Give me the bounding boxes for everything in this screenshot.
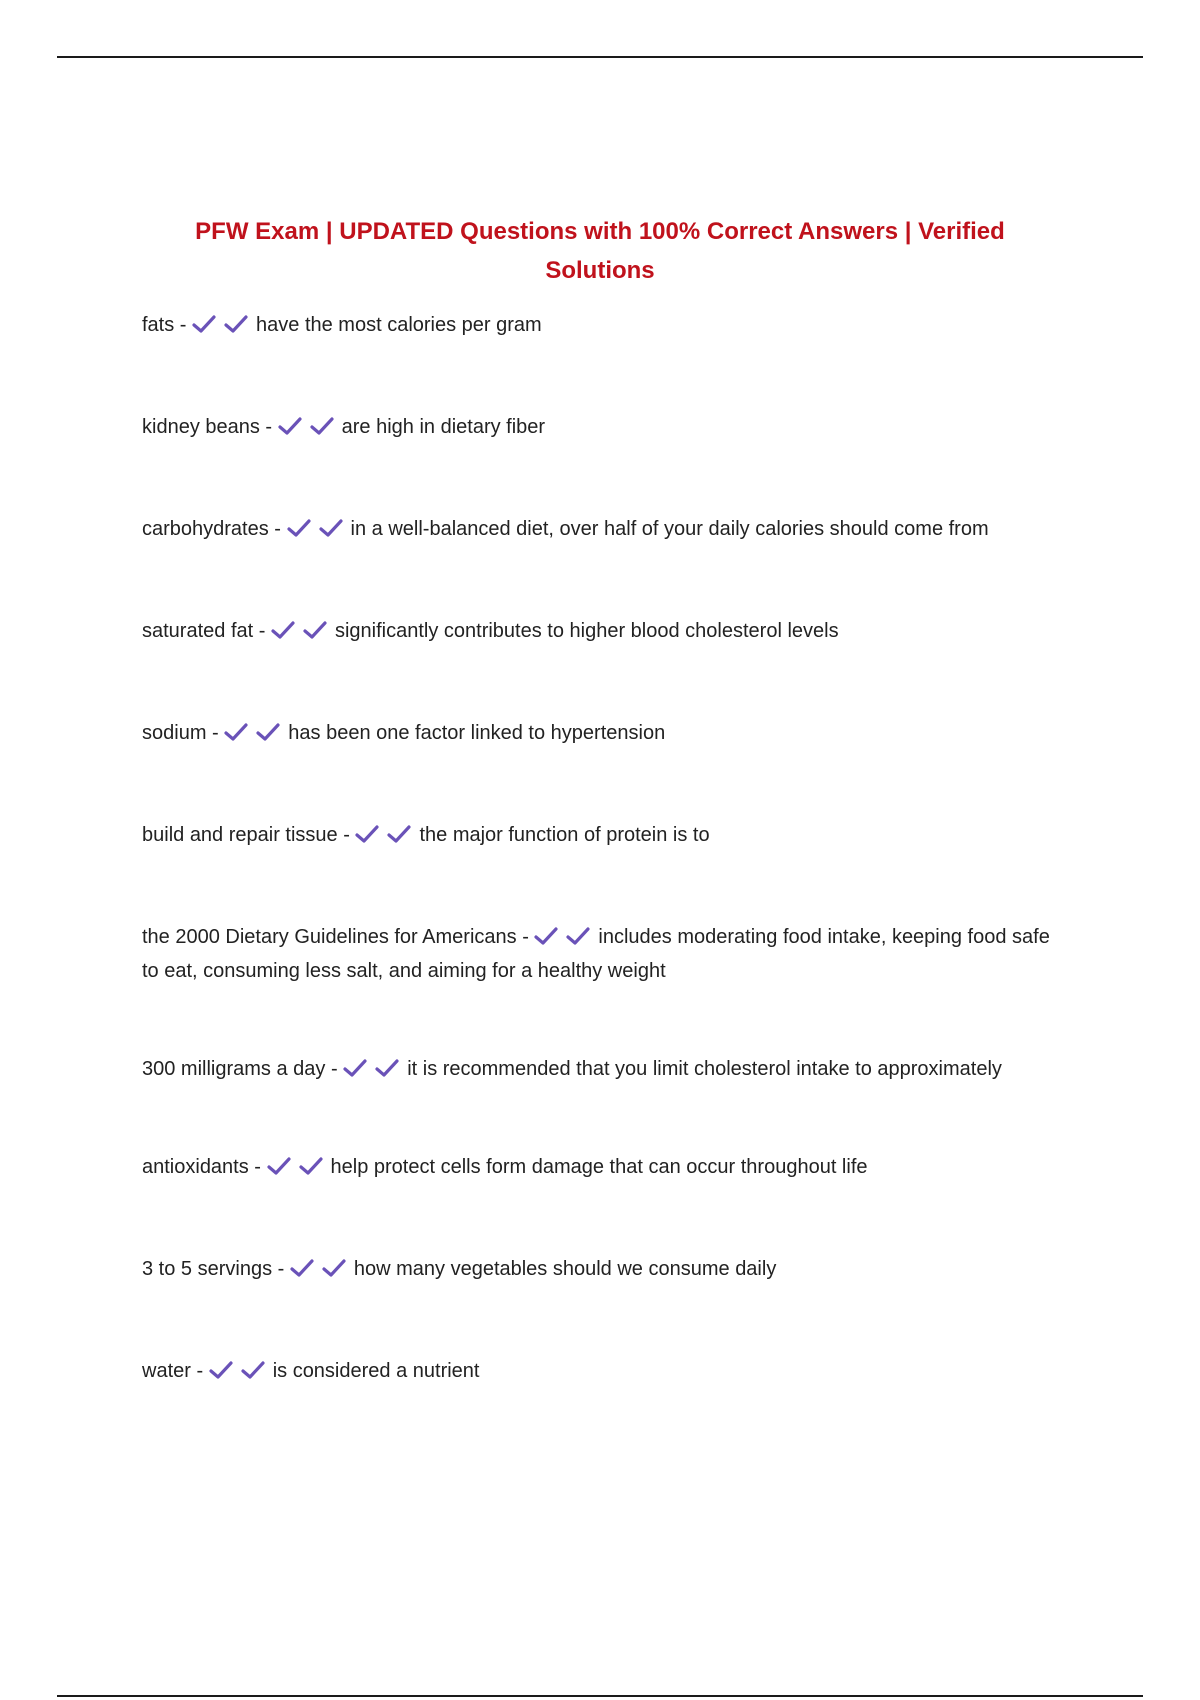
qa-term: water - [142, 1360, 204, 1382]
check-icon [303, 620, 327, 640]
qa-term: carbohydrates - [142, 518, 281, 540]
check-icon [209, 1360, 233, 1380]
check-icon [355, 824, 379, 844]
qa-term: 3 to 5 servings - [142, 1258, 285, 1280]
qa-item [142, 818, 1062, 852]
qa-item [142, 410, 1062, 444]
qa-list [142, 308, 1062, 1456]
check-icon [310, 416, 334, 436]
check-icon [319, 518, 343, 538]
qa-answer: how many vegetables should we consume daily [353, 1258, 777, 1280]
document-title: PFW Exam | UPDATED Questions with 100% Correct Answers | Verified Solutions [195, 218, 1005, 284]
qa-answer: includes moderating food intake, keeping food safe to eat, consuming less salt, and aiming for a healthy weight [142, 926, 1050, 982]
qa-term: fats - [142, 314, 187, 336]
check-icon [343, 1058, 367, 1078]
check-icon [278, 416, 302, 436]
check-icon [256, 722, 280, 742]
check-icon [299, 1156, 323, 1176]
qa-term: kidney beans - [142, 416, 273, 438]
check-icon [566, 926, 590, 946]
qa-answer: it is recommended that you limit cholesterol intake to approximately [407, 1058, 1002, 1080]
qa-term: the 2000 Dietary Guidelines for Americans - [142, 926, 529, 948]
qa-item [142, 512, 1062, 546]
qa-answer: in a well-balanced diet, over half of your daily calories should come from [350, 518, 989, 540]
check-icon [375, 1058, 399, 1078]
check-icon [322, 1258, 346, 1278]
qa-item [142, 716, 1062, 750]
qa-item [142, 614, 1062, 648]
qa-answer: has been one factor linked to hypertension [288, 722, 666, 744]
qa-item [142, 1252, 1062, 1286]
qa-term: saturated fat - [142, 620, 266, 642]
qa-term: sodium - [142, 722, 219, 744]
check-icon [224, 722, 248, 742]
qa-term: build and repair tissue - [142, 824, 350, 846]
qa-term: antioxidants - [142, 1156, 261, 1178]
qa-item [142, 1354, 1062, 1388]
qa-answer: is considered a nutrient [272, 1360, 480, 1382]
qa-term: 300 milligrams a day - [142, 1058, 338, 1080]
check-icon [241, 1360, 265, 1380]
qa-item [142, 1052, 1062, 1086]
top-divider [57, 56, 1143, 58]
qa-item [142, 1150, 1062, 1184]
check-icon [271, 620, 295, 640]
check-icon [534, 926, 558, 946]
qa-answer: significantly contributes to higher blood cholesterol levels [334, 620, 839, 642]
check-icon [287, 518, 311, 538]
check-icon [224, 314, 248, 334]
title-block [140, 212, 1060, 290]
qa-answer: are high in dietary fiber [341, 416, 546, 438]
check-icon [387, 824, 411, 844]
qa-answer: have the most calories per gram [256, 314, 542, 336]
qa-item [142, 920, 1062, 988]
qa-answer: the major function of protein is to [419, 824, 710, 846]
check-icon [267, 1156, 291, 1176]
check-icon [290, 1258, 314, 1278]
bottom-divider [57, 1695, 1143, 1697]
qa-answer: help protect cells form damage that can occur throughout life [330, 1156, 868, 1178]
check-icon [192, 314, 216, 334]
qa-item [142, 308, 1062, 342]
